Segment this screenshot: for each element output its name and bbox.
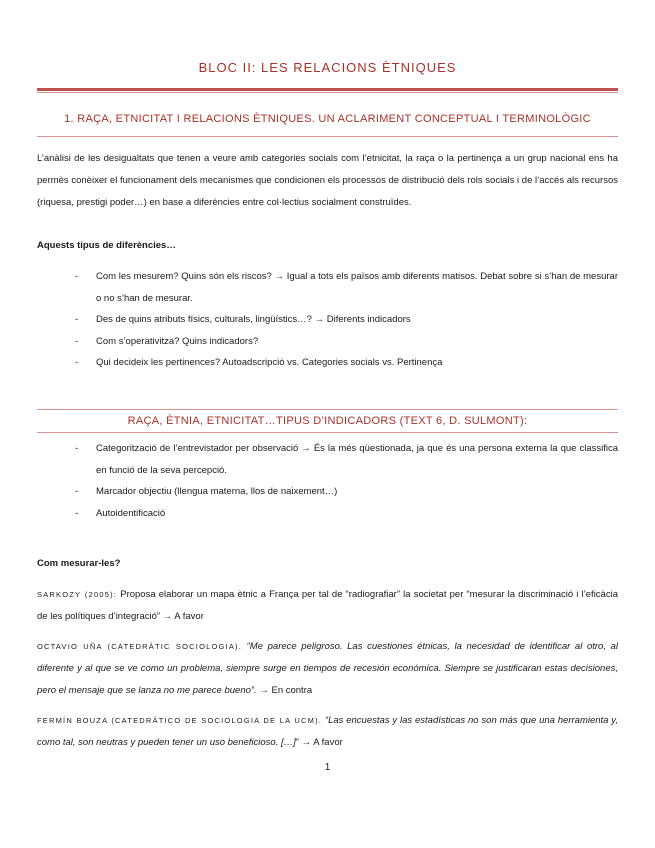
entry-bouza bbox=[37, 710, 618, 754]
section2-bottom-rule bbox=[37, 432, 618, 433]
entry-source: OCTAVIO UÑA (CATEDRÀTIC SOCIOLOGIA). bbox=[37, 642, 243, 651]
dash-bullet-icon: - bbox=[75, 271, 79, 282]
section3-heading: Com mesurar-les? bbox=[37, 558, 121, 569]
section1-intro: L’anàlisi de les desigualtats que tenen a veure amb categories socials com l’etnicitat, la raça o la pertinença a un grup nacional ens ha permès conèixer el funcionament dels mecanismes que condicionen els processos de distribució dels rols socials i de l’accés als recursos (riquesa, prestigi poder…) en base a diferències entre col·lectius socialment construïdes. bbox=[37, 153, 618, 208]
list-item: - Marcador objectiu (llengua materna, llos de naixement…) bbox=[37, 481, 618, 503]
entry-text: ” → A favor bbox=[295, 737, 343, 748]
entry-una bbox=[37, 636, 618, 702]
entry-sarkozy bbox=[37, 584, 618, 628]
entry-text: Proposa elaborar un mapa ètnic a França per tal de “radiografiar” la societat per “mesurar la discriminació i l’eficàcia de les polítiques d’integració” → A favor bbox=[37, 589, 618, 622]
list-item: - Des de quins atributs físics, culturals, lingüístics…? → Diferents indicadors bbox=[37, 309, 618, 331]
section2-title: RAÇA, ÈTNIA, ETNICITAT…TIPUS D’INDICADORS (TEXT 6, D. SULMONT): bbox=[127, 415, 528, 427]
section1-subheading: Aquests tipus de diferències… bbox=[37, 240, 176, 251]
dash-bullet-icon: - bbox=[75, 314, 79, 325]
entry-source: FERMÍN BOUZA (CATEDRÁTICO DE SOCIOLOGIA DE LA UCM). bbox=[37, 716, 323, 725]
entry-text: → En contra bbox=[256, 685, 313, 696]
list-item: - Autoidentificació bbox=[37, 503, 618, 525]
dash-bullet-icon: - bbox=[75, 507, 79, 519]
bloc-title-rule-thin bbox=[37, 92, 618, 93]
section2-top-rule bbox=[37, 409, 618, 410]
list-item: - Qui decideix les pertinences? Autoadscripció vs. Categories socials vs. Pertinença bbox=[37, 352, 618, 374]
dash-bullet-icon: - bbox=[75, 486, 79, 497]
entry-quote: “Me parece peligroso. Las cuestiones étnicas, la necesidad de identificar al otro, al diferente y al que se ve como un problema, siempre surge en tiempos de recesión económica. Siempre se justificaran estas decisiones, pero el mensaje que se lanza no me parece bueno”. bbox=[37, 641, 618, 696]
bloc-title-rule bbox=[37, 88, 618, 91]
page-number: 1 bbox=[324, 762, 331, 773]
list-item: - Com s’operativitza? Quins indicadors? bbox=[37, 331, 618, 353]
list-item: - Categorització de l’entrevistador per observació → És la més qüestionada, ja que és una persona externa la que classifica en funció de la seva percepció. bbox=[37, 438, 618, 481]
dash-bullet-icon: - bbox=[75, 357, 79, 368]
section2-list bbox=[37, 438, 618, 524]
list-item: - Com les mesurem? Quins són els riscos? → Igual a tots els països amb diferents matisos. Debat sobre si s’han de mesurar o no s’han de mesurar. bbox=[37, 266, 618, 309]
dash-bullet-icon: - bbox=[75, 443, 79, 454]
section1-title-rule bbox=[37, 136, 618, 137]
bloc-title: BLOC II: LES RELACIONS ÈTNIQUES bbox=[198, 60, 457, 75]
entry-quote: “Las encuestas y las estadísticas no son más que una herramienta y, como tal, son neutras y pueden tener un uso beneficioso. […] bbox=[37, 715, 618, 748]
dash-bullet-icon: - bbox=[75, 335, 79, 347]
section1-title: 1. RAÇA, ETNICITAT I RELACIONS ÈTNIQUES. UN ACLARIMENT CONCEPTUAL I TERMINOLÒGIC bbox=[64, 113, 591, 125]
entry-source: SARKOZY (2005): bbox=[37, 590, 118, 599]
section1-list bbox=[37, 266, 618, 374]
